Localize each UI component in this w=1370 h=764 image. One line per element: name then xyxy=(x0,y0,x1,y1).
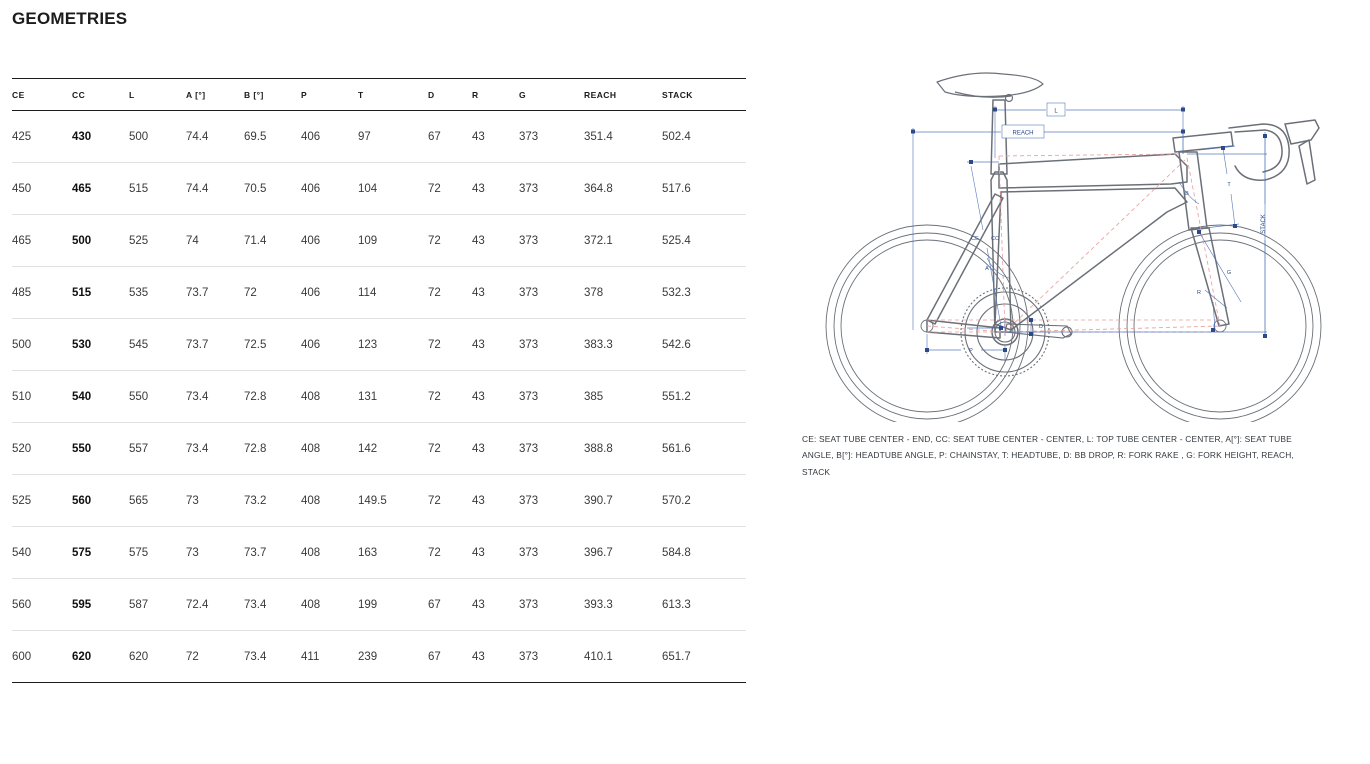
arrow-tick xyxy=(999,326,1003,330)
dimension-label-l: L xyxy=(1054,108,1058,115)
cell-l: 550 xyxy=(129,371,186,423)
cell-a: 72.4 xyxy=(186,579,244,631)
cell-r: 43 xyxy=(472,267,519,319)
cell-a: 73 xyxy=(186,475,244,527)
table-row xyxy=(12,475,746,527)
cell-stack: 517.6 xyxy=(662,163,746,215)
centerline-head-tube-fork xyxy=(1187,158,1220,326)
cell-ce: 520 xyxy=(12,423,72,475)
arrow-tick xyxy=(1181,108,1185,112)
cell-ce: 425 xyxy=(12,111,72,163)
arrow-tick xyxy=(1211,328,1215,332)
cell-g: 373 xyxy=(519,215,584,267)
bike-geometry-diagram xyxy=(795,62,1355,422)
cell-cc: 540 xyxy=(72,371,129,423)
cell-reach: 410.1 xyxy=(584,631,662,683)
cell-d: 72 xyxy=(428,319,472,371)
table-row xyxy=(12,527,746,579)
cell-reach: 385 xyxy=(584,371,662,423)
cell-reach: 388.8 xyxy=(584,423,662,475)
front-wheel-tire xyxy=(1119,225,1321,422)
cell-b: 71.4 xyxy=(244,215,301,267)
table-row xyxy=(12,111,746,163)
arrow-tick xyxy=(1233,224,1237,228)
cell-l: 500 xyxy=(129,111,186,163)
top-tube xyxy=(999,154,1187,188)
cell-d: 72 xyxy=(428,527,472,579)
brake-lever xyxy=(1299,140,1315,184)
cell-cc: 620 xyxy=(72,631,129,683)
cell-a: 74.4 xyxy=(186,111,244,163)
down-tube xyxy=(995,188,1187,330)
table-row xyxy=(12,267,746,319)
cell-ce: 540 xyxy=(12,527,72,579)
angle-arc-b xyxy=(1179,182,1199,204)
dimension-line-t-a xyxy=(1223,148,1227,174)
column-header-cc: CC xyxy=(72,79,129,111)
cell-cc: 550 xyxy=(72,423,129,475)
cell-g: 373 xyxy=(519,111,584,163)
cell-t: 131 xyxy=(358,371,428,423)
cell-ce: 500 xyxy=(12,319,72,371)
column-header-b: B [°] xyxy=(244,79,301,111)
cell-a: 74 xyxy=(186,215,244,267)
cell-g: 373 xyxy=(519,579,584,631)
cell-t: 97 xyxy=(358,111,428,163)
cell-t: 104 xyxy=(358,163,428,215)
cell-r: 43 xyxy=(472,527,519,579)
cell-cc: 515 xyxy=(72,267,129,319)
cell-b: 73.4 xyxy=(244,579,301,631)
cell-p: 408 xyxy=(301,371,358,423)
dimension-label-r: R xyxy=(1197,290,1201,296)
cell-l: 515 xyxy=(129,163,186,215)
cell-p: 406 xyxy=(301,215,358,267)
cell-ce: 510 xyxy=(12,371,72,423)
cell-l: 620 xyxy=(129,631,186,683)
cell-b: 72.5 xyxy=(244,319,301,371)
brake-hood xyxy=(1285,120,1319,144)
cell-stack: 532.3 xyxy=(662,267,746,319)
arrow-tick xyxy=(969,160,973,164)
dimension-label-p: P xyxy=(969,348,973,354)
table-row xyxy=(12,371,746,423)
cell-t: 123 xyxy=(358,319,428,371)
cell-ce: 600 xyxy=(12,631,72,683)
cell-r: 43 xyxy=(472,111,519,163)
cell-cc: 430 xyxy=(72,111,129,163)
cell-l: 545 xyxy=(129,319,186,371)
cell-reach: 383.3 xyxy=(584,319,662,371)
arrow-tick xyxy=(1197,230,1201,234)
cell-l: 565 xyxy=(129,475,186,527)
cell-t: 109 xyxy=(358,215,428,267)
cell-stack: 613.3 xyxy=(662,579,746,631)
cell-a: 73 xyxy=(186,527,244,579)
cell-t: 142 xyxy=(358,423,428,475)
cell-d: 72 xyxy=(428,163,472,215)
cell-g: 373 xyxy=(519,423,584,475)
cell-p: 411 xyxy=(301,631,358,683)
cell-ce: 485 xyxy=(12,267,72,319)
cell-stack: 651.7 xyxy=(662,631,746,683)
dimension-label-t: T xyxy=(1227,182,1231,188)
dimension-line-ce xyxy=(971,166,983,230)
cell-g: 373 xyxy=(519,527,584,579)
bicycle-technical-drawing-icon xyxy=(795,62,1355,422)
cell-cc: 465 xyxy=(72,163,129,215)
cell-g: 373 xyxy=(519,371,584,423)
cell-p: 408 xyxy=(301,527,358,579)
cell-b: 72 xyxy=(244,267,301,319)
head-tube xyxy=(1179,152,1207,230)
cell-l: 525 xyxy=(129,215,186,267)
cell-cc: 530 xyxy=(72,319,129,371)
cell-a: 73.4 xyxy=(186,371,244,423)
arrow-tick xyxy=(1029,332,1033,336)
cell-p: 408 xyxy=(301,579,358,631)
arrow-tick xyxy=(1221,146,1225,150)
cell-stack: 542.6 xyxy=(662,319,746,371)
cell-d: 72 xyxy=(428,267,472,319)
cell-cc: 575 xyxy=(72,527,129,579)
table-row xyxy=(12,319,746,371)
dimension-arrow-group xyxy=(911,108,1267,353)
cell-a: 74.4 xyxy=(186,163,244,215)
column-header-p: P xyxy=(301,79,358,111)
cell-r: 43 xyxy=(472,631,519,683)
cell-ce: 450 xyxy=(12,163,72,215)
cell-stack: 502.4 xyxy=(662,111,746,163)
cell-a: 73.7 xyxy=(186,267,244,319)
cell-p: 406 xyxy=(301,163,358,215)
dimension-label-b: B xyxy=(1185,191,1189,197)
dimension-label-d: D xyxy=(1039,324,1043,330)
cell-reach: 378 xyxy=(584,267,662,319)
column-header-t: T xyxy=(358,79,428,111)
cell-p: 408 xyxy=(301,423,358,475)
arrow-tick xyxy=(925,348,929,352)
dimension-label-ce: CE xyxy=(971,236,979,242)
arrow-tick xyxy=(1003,348,1007,352)
cell-p: 406 xyxy=(301,267,358,319)
geometry-table-panel xyxy=(12,78,746,683)
cell-d: 67 xyxy=(428,631,472,683)
arrow-tick xyxy=(911,130,915,134)
dimension-line-g xyxy=(1199,232,1241,302)
table-row xyxy=(12,163,746,215)
cell-d: 72 xyxy=(428,371,472,423)
cell-ce: 560 xyxy=(12,579,72,631)
cell-b: 72.8 xyxy=(244,371,301,423)
cell-r: 43 xyxy=(472,579,519,631)
column-header-r: R xyxy=(472,79,519,111)
arrow-tick xyxy=(1263,334,1267,338)
column-header-ce: CE xyxy=(12,79,72,111)
cell-reach: 351.4 xyxy=(584,111,662,163)
cell-ce: 525 xyxy=(12,475,72,527)
handlebar-drop-inner xyxy=(1235,130,1282,172)
cell-cc: 560 xyxy=(72,475,129,527)
cell-p: 406 xyxy=(301,111,358,163)
cell-r: 43 xyxy=(472,319,519,371)
centerline-bb-to-front-axle xyxy=(1005,326,1220,332)
cell-d: 67 xyxy=(428,111,472,163)
extension-t-top xyxy=(1199,146,1235,150)
cell-b: 73.7 xyxy=(244,527,301,579)
cell-ce: 465 xyxy=(12,215,72,267)
column-header-a: A [°] xyxy=(186,79,244,111)
cell-g: 373 xyxy=(519,163,584,215)
saddle-rail xyxy=(955,92,1011,97)
dimension-line-t-b xyxy=(1231,194,1235,226)
cell-t: 239 xyxy=(358,631,428,683)
cell-p: 406 xyxy=(301,319,358,371)
cell-reach: 390.7 xyxy=(584,475,662,527)
saddle xyxy=(937,73,1043,97)
cell-r: 43 xyxy=(472,371,519,423)
cell-g: 373 xyxy=(519,267,584,319)
cell-d: 72 xyxy=(428,215,472,267)
cell-a: 73.4 xyxy=(186,423,244,475)
table-header-row xyxy=(12,79,746,111)
cell-g: 373 xyxy=(519,631,584,683)
cell-b: 72.8 xyxy=(244,423,301,475)
cell-d: 72 xyxy=(428,423,472,475)
cell-stack: 570.2 xyxy=(662,475,746,527)
table-body xyxy=(12,111,746,683)
cell-r: 43 xyxy=(472,475,519,527)
cell-reach: 396.7 xyxy=(584,527,662,579)
cell-t: 114 xyxy=(358,267,428,319)
column-header-l: L xyxy=(129,79,186,111)
cell-a: 73.7 xyxy=(186,319,244,371)
cell-reach: 393.3 xyxy=(584,579,662,631)
column-header-stack: STACK xyxy=(662,79,746,111)
cell-stack: 561.6 xyxy=(662,423,746,475)
diagram-legend-text: CE: SEAT TUBE CENTER - END, CC: SEAT TUBE CENTER - CENTER, L: TOP TUBE CENTER - CENTER, A[°]: SEAT TUBE ANGLE, B[°]: HEADTUBE ANGLE, P: CHAINSTAY, T: HEADTUBE, D: BB DROP, R: FORK RAKE , G: FORK HEIGHT, REACH, STACK xyxy=(802,434,1294,477)
dimension-label-group xyxy=(969,103,1267,354)
table-row xyxy=(12,215,746,267)
cell-stack: 584.8 xyxy=(662,527,746,579)
cell-l: 575 xyxy=(129,527,186,579)
arrow-tick xyxy=(1181,130,1185,134)
cell-b: 73.4 xyxy=(244,631,301,683)
arrow-tick xyxy=(1029,318,1033,322)
dimension-label-reach: REACH xyxy=(1012,130,1034,137)
cell-reach: 372.1 xyxy=(584,215,662,267)
arrow-tick xyxy=(1263,134,1267,138)
cell-b: 73.2 xyxy=(244,475,301,527)
table-row xyxy=(12,631,746,683)
cell-cc: 595 xyxy=(72,579,129,631)
dimension-label-g: G xyxy=(1226,270,1232,276)
column-header-reach: REACH xyxy=(584,79,662,111)
cell-b: 70.5 xyxy=(244,163,301,215)
cell-t: 149.5 xyxy=(358,475,428,527)
dimension-label-stack: STACK xyxy=(1261,214,1267,234)
cell-t: 199 xyxy=(358,579,428,631)
geometry-table xyxy=(12,78,746,683)
cell-g: 373 xyxy=(519,475,584,527)
arrow-tick xyxy=(993,108,997,112)
cell-d: 72 xyxy=(428,475,472,527)
cell-reach: 364.8 xyxy=(584,163,662,215)
column-header-g: G xyxy=(519,79,584,111)
cell-g: 373 xyxy=(519,319,584,371)
dimension-label-cc: CC xyxy=(991,236,999,242)
cell-l: 587 xyxy=(129,579,186,631)
cell-l: 557 xyxy=(129,423,186,475)
cell-p: 408 xyxy=(301,475,358,527)
column-header-d: D xyxy=(428,79,472,111)
cell-cc: 500 xyxy=(72,215,129,267)
cell-b: 69.5 xyxy=(244,111,301,163)
table-row xyxy=(12,423,746,475)
cell-r: 43 xyxy=(472,163,519,215)
cell-r: 43 xyxy=(472,423,519,475)
table-row xyxy=(12,579,746,631)
cell-d: 67 xyxy=(428,579,472,631)
page-title: GEOMETRIES xyxy=(12,9,128,28)
cell-stack: 551.2 xyxy=(662,371,746,423)
dimension-label-a: A xyxy=(985,266,989,272)
cell-l: 535 xyxy=(129,267,186,319)
cell-stack: 525.4 xyxy=(662,215,746,267)
centerline-seat-tube xyxy=(999,156,1005,332)
cell-a: 72 xyxy=(186,631,244,683)
cell-t: 163 xyxy=(358,527,428,579)
cell-r: 43 xyxy=(472,215,519,267)
